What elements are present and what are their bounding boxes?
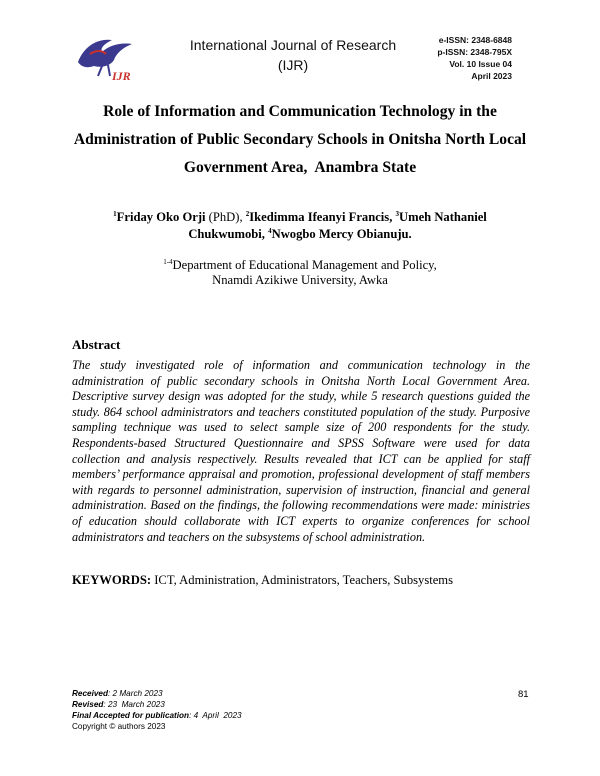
author-3: Umeh Nathaniel Chukwumobi, (188, 210, 490, 241)
author-2-sup: 2 (245, 209, 250, 218)
publication-dates (72, 688, 242, 732)
accepted-date: : 4 April 2023 (189, 711, 242, 720)
svg-text:IJR: IJR (112, 69, 131, 83)
author-list (80, 209, 520, 243)
revised-date: : 23 March 2023 (103, 700, 165, 709)
received-label: Received (72, 689, 108, 698)
paper-title (60, 98, 540, 182)
keywords-label: KEYWORDS: (72, 573, 152, 587)
issue-date: April 2023 (471, 71, 512, 81)
copyright: Copyright © authors 2023 (72, 722, 166, 731)
author-1-sup: 1 (113, 209, 117, 218)
affiliation-sup: 1-4 (163, 257, 173, 266)
paper-title-line3: Government Area, Anambra State (183, 159, 417, 176)
abstract-heading: Abstract (72, 337, 121, 352)
pegasus-logo-icon (72, 32, 142, 84)
author-4: Nwogbo Mercy Obianuju. (271, 227, 412, 241)
journal-logo (72, 32, 142, 84)
author-1: Friday Oko Orji (116, 210, 206, 224)
affiliation-line1: Department of Educational Management and Policy, (172, 258, 437, 272)
eissn: e-ISSN: 2348-6848 (438, 35, 512, 45)
abstract-body: The study investigated role of information and communication technology in the administration of public secondary schools in Onitsha North Local Government Area. Descriptive survey design was adopted for the study, while 5 research questions guided the study. 864 school administrators and teachers constituted population of the study. Purposive sampling technique was used to select sample size of 200 respondents for the study. Respondents-based Structured Questionnaire and SPSS Software were used for data collection and analysis respectively. Results revealed that ICT can be applied for staff members’ performance appraisal and promotion, professional development of staff members with regards to personnel administration, supervision of instruction, financial and general administration. Based on the findings, the following recommendations were made: ministries of education should collaborate with ICT experts to organize conferences for school administrators and teachers on the subsystems of school administration. (72, 358, 530, 544)
author-3-sup: 3 (395, 209, 399, 218)
author-1-suffix: (PhD), (205, 210, 246, 224)
journal-title (168, 35, 418, 75)
journal-title-line2: (IJR) (277, 57, 309, 73)
issn-block (437, 34, 512, 82)
pissn: p-ISSN: 2348-795X (437, 47, 512, 57)
paper-title-line1: Role of Information and Communication Technology in the (103, 103, 497, 120)
author-2: Ikedimma Ifeanyi Francis, (249, 210, 396, 224)
page-number: 81 (518, 689, 529, 700)
accepted-label: Final Accepted for publication (72, 711, 190, 720)
paper-title-line2: Administration of Public Secondary Schools in Onitsha North Local (73, 131, 527, 148)
affiliation (120, 258, 480, 288)
keywords-text: ICT, Administration, Administrators, Teachers, Subsystems (151, 573, 454, 587)
received-date: : 2 March 2023 (107, 689, 163, 698)
affiliation-line2: Nnamdi Azikiwe University, Awka (212, 273, 388, 287)
author-4-sup: 4 (268, 226, 272, 235)
keywords (72, 573, 532, 588)
revised-label: Revised (72, 700, 104, 709)
journal-title-line1: International Journal of Research (189, 37, 397, 53)
volume-issue: Vol. 10 Issue 04 (449, 59, 512, 69)
